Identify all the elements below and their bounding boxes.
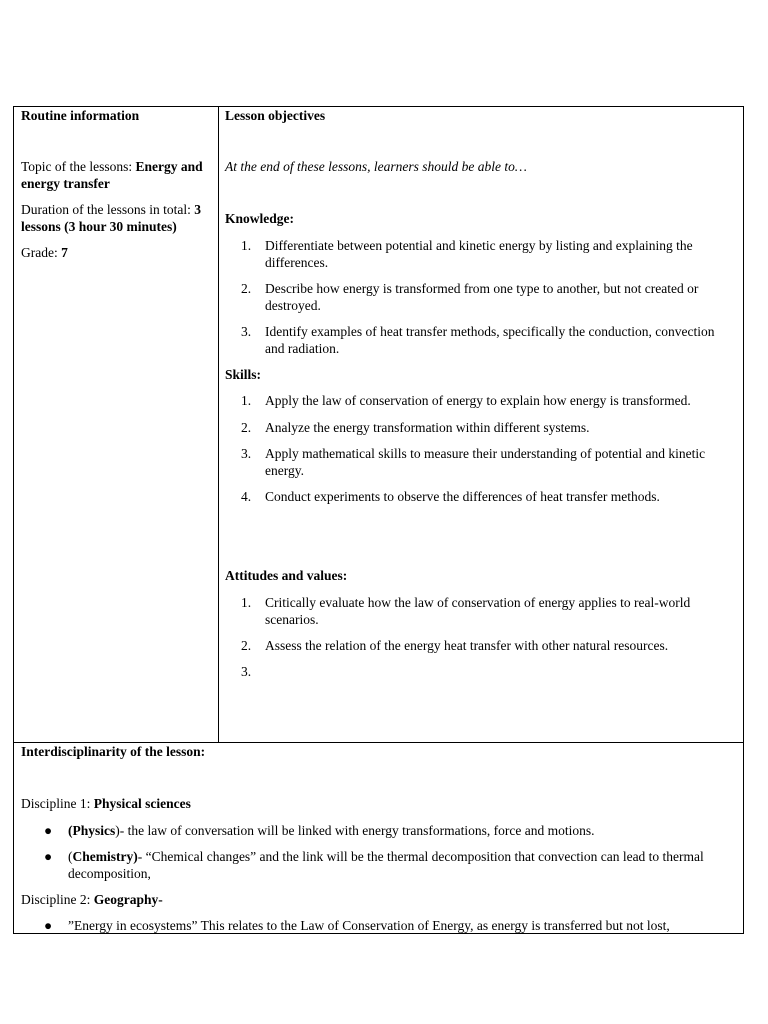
list-number: 2. (241, 281, 252, 296)
list-text: Conduct experiments to observe the differences of heat transfer methods. (265, 489, 660, 504)
topic-value: Energy and energy transfer (21, 159, 203, 191)
list-number: 2. (241, 420, 252, 435)
list-text: Assess the relation of the energy heat transfer with other natural resources. (265, 638, 669, 653)
list-text: Apply the law of conservation of energy to explain how energy is transformed. (265, 393, 691, 408)
list-text: Critically evaluate how the law of conservation of energy applies to real-world scenarios. (265, 595, 691, 627)
discipline-2-label: Discipline 2: (21, 892, 94, 907)
lesson-plan-table (13, 106, 744, 934)
bullet-icon: ● (44, 918, 53, 933)
bullet-icon: ● (44, 849, 53, 864)
interdisciplinarity-heading: Interdisciplinarity of the lesson: (21, 744, 206, 759)
discipline-1-label: Discipline 1: (21, 796, 94, 811)
list-number: 4. (241, 489, 252, 504)
discipline-2-value: Geography- (93, 892, 163, 907)
skills-heading: Skills: (225, 367, 262, 382)
list-text: Describe how energy is transformed from one type to another, but not created or destroyed. (265, 281, 699, 313)
discipline-2-line (21, 891, 163, 908)
list-number: 3. (241, 324, 252, 339)
grade-label: Grade: (21, 245, 62, 260)
grade-line (21, 244, 211, 261)
list-number: 1. (241, 238, 252, 253)
topic-label: Topic of the lessons: (21, 159, 136, 174)
bullet-text: ”Energy in ecosystems” This relates to the Law of Conservation of Energy, as energy is transferred but not lost, (68, 918, 670, 933)
discipline-1-line (21, 795, 191, 812)
list-number: 3. (241, 664, 252, 679)
duration-value: 3 lessons (3 hour 30 minutes) (21, 202, 201, 234)
topic-line (21, 158, 213, 192)
discipline-1-value: Physical sciences (93, 796, 191, 811)
list-number: 3. (241, 446, 252, 461)
interdisciplinarity-cell (14, 742, 743, 933)
routine-information-cell (14, 107, 219, 742)
list-number: 1. (241, 393, 252, 408)
duration-line (21, 201, 216, 235)
list-text: Apply mathematical skills to measure their understanding of potential and kinetic energy. (265, 446, 706, 478)
list-text: Identify examples of heat transfer methods, specifically the conduction, convection and radiation. (265, 324, 715, 356)
routine-heading: Routine information (21, 108, 140, 123)
objectives-heading: Lesson objectives (225, 108, 326, 123)
lesson-objectives-cell (219, 107, 743, 742)
objectives-intro: At the end of these lessons, learners should be able to… (225, 159, 527, 174)
list-text: Differentiate between potential and kinetic energy by listing and explaining the differences. (265, 238, 693, 270)
bullet-icon: ● (44, 823, 53, 838)
bullet-text: (Chemistry)- “Chemical changes” and the link will be the thermal decomposition that convection can lead to thermal decomposition, (68, 849, 704, 881)
list-number: 2. (241, 638, 252, 653)
duration-label: Duration of the lessons in total: (21, 202, 195, 217)
bullet-text: (Physics)- the law of conversation will be linked with energy transformations, force and motions. (68, 823, 595, 838)
list-number: 1. (241, 595, 252, 610)
attitudes-heading: Attitudes and values: (225, 568, 348, 583)
list-text: Analyze the energy transformation within different systems. (265, 420, 590, 435)
grade-value: 7 (61, 245, 68, 260)
knowledge-heading: Knowledge: (225, 211, 294, 226)
